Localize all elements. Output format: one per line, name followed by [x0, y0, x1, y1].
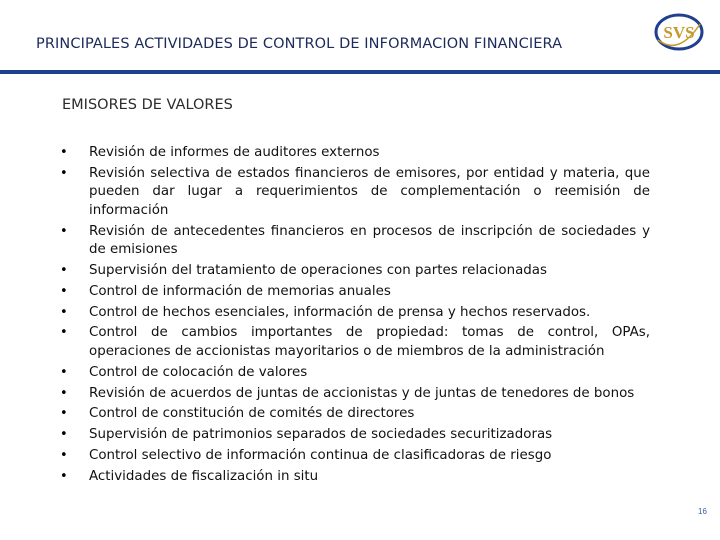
list-item-text: Control de hechos esenciales, información de prensa y hechos reservados.	[89, 304, 591, 320]
list-item-text: Supervisión de patrimonios separados de sociedades securitizadoras	[89, 427, 553, 443]
list-item	[60, 144, 650, 163]
bullet-icon: •	[60, 364, 68, 380]
list-item	[60, 468, 650, 487]
bullet-icon: •	[60, 145, 68, 160]
bullet-icon: •	[60, 263, 68, 279]
list-item-text: Revisión de antecedentes financieros en procesos de inscripción de sociedades y de emisiones	[89, 223, 650, 258]
bullet-icon: •	[60, 283, 68, 299]
bullet-icon: •	[60, 468, 68, 484]
svs-logo	[653, 12, 705, 52]
bullet-icon: •	[60, 385, 68, 401]
logo-text: SVS	[663, 23, 695, 42]
bullet-icon: •	[60, 325, 68, 341]
list-item	[60, 426, 650, 445]
bullet-icon: •	[60, 223, 68, 239]
page-number: 16	[698, 507, 707, 516]
list-item-text: Actividades de fiscalización in situ	[89, 468, 319, 484]
activity-list	[60, 144, 650, 489]
slide-title: PRINCIPALES ACTIVIDADES DE CONTROL DE INFORMACION FINANCIERA	[36, 36, 563, 52]
bullet-icon: •	[60, 447, 68, 463]
list-item-text: Control de colocación de valores	[89, 364, 308, 380]
list-item	[60, 223, 650, 260]
bullet-icon: •	[60, 427, 68, 443]
bullet-icon: •	[60, 406, 68, 422]
list-item	[60, 165, 650, 221]
list-item-text: Revisión de acuerdos de juntas de accionistas y de juntas de tenedores de bonos	[89, 385, 635, 401]
slide-header	[0, 0, 720, 72]
list-item	[60, 447, 650, 466]
list-item	[60, 324, 650, 361]
list-item-text: Revisión de informes de auditores externos	[89, 145, 380, 160]
list-item-text: Control selectivo de información continua de clasificadoras de riesgo	[89, 447, 552, 463]
bullet-icon: •	[60, 165, 68, 181]
header-divider	[0, 70, 720, 74]
list-item-text: Control de cambios importantes de propiedad: tomas de control, OPAs, operaciones de accionistas mayoritarios o de miembros de la administración	[89, 325, 650, 360]
list-item-text: Control de información de memorias anuales	[89, 283, 391, 299]
list-item	[60, 405, 650, 424]
list-item	[60, 385, 650, 404]
list-item-text: Revisión selectiva de estados financieros de emisores, por entidad y materia, que pueden dar lugar a requerimientos de complementación o reemisión de información	[89, 165, 650, 218]
list-item	[60, 364, 650, 383]
list-item	[60, 262, 650, 281]
bullet-icon: •	[60, 304, 68, 320]
list-item	[60, 304, 650, 323]
list-item-text: Control de constitución de comités de directores	[89, 406, 415, 422]
section-subtitle: EMISORES DE VALORES	[62, 97, 233, 113]
list-item	[60, 283, 650, 302]
list-item-text: Supervisión del tratamiento de operaciones con partes relacionadas	[89, 263, 547, 279]
